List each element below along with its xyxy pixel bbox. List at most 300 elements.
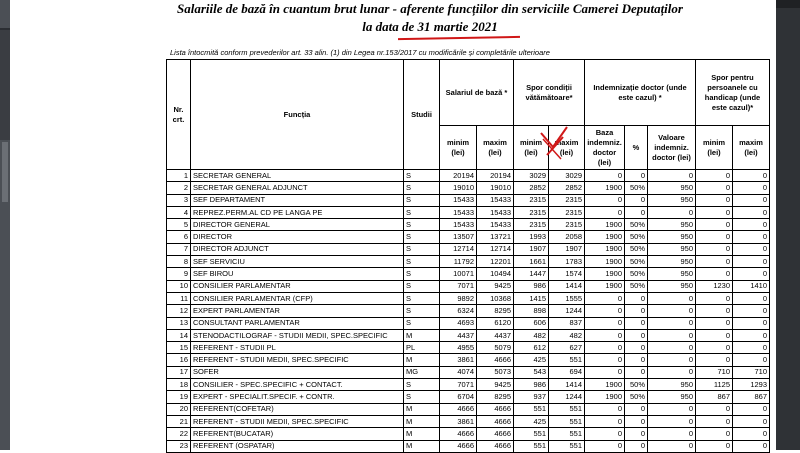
table-row: [167, 292, 770, 304]
value-cell: 950: [648, 256, 696, 268]
value-cell: 4693: [440, 317, 477, 329]
function-name: REFERENT - STUDII PL: [191, 342, 404, 354]
value-cell: 0: [696, 219, 733, 231]
value-cell: 0: [585, 170, 625, 182]
value-cell: 1907: [549, 243, 585, 255]
value-cell: 551: [549, 403, 585, 415]
row-number: 2: [167, 182, 191, 194]
value-cell: 0: [733, 170, 770, 182]
function-name: SECRETAR GENERAL: [191, 170, 404, 182]
value-cell: 0: [733, 243, 770, 255]
subheader-valoare: Valoare indemniz. doctor (lei): [648, 126, 696, 170]
value-cell: 0: [585, 354, 625, 366]
value-cell: 0: [696, 342, 733, 354]
subheader-handicap-maxim: maxim (lei): [733, 126, 770, 170]
value-cell: 627: [549, 342, 585, 354]
function-name: SEF SERVICIU: [191, 256, 404, 268]
value-cell: 1900: [585, 243, 625, 255]
value-cell: 1900: [585, 280, 625, 292]
value-cell: 1900: [585, 391, 625, 403]
value-cell: 2058: [549, 231, 585, 243]
value-cell: 0: [696, 194, 733, 206]
value-cell: 3029: [514, 170, 549, 182]
row-number: 5: [167, 219, 191, 231]
value-cell: 1293: [733, 379, 770, 391]
value-cell: 4437: [477, 329, 514, 341]
value-cell: 4666: [477, 354, 514, 366]
value-cell: 898: [514, 305, 549, 317]
row-number: 21: [167, 415, 191, 427]
value-cell: 4666: [440, 440, 477, 452]
salary-table: [166, 59, 770, 453]
value-cell: 0: [733, 182, 770, 194]
table-row: [167, 354, 770, 366]
value-cell: 6324: [440, 305, 477, 317]
value-cell: 937: [514, 391, 549, 403]
value-cell: 0: [696, 182, 733, 194]
studies-cell: M: [404, 415, 440, 427]
value-cell: 0: [696, 170, 733, 182]
value-cell: 0: [733, 354, 770, 366]
studies-cell: S: [404, 317, 440, 329]
table-row: [167, 366, 770, 378]
function-name: REFERENT(COFETAR): [191, 403, 404, 415]
value-cell: 1907: [514, 243, 549, 255]
table-row: [167, 329, 770, 341]
table-row: [167, 170, 770, 182]
value-cell: 0: [648, 403, 696, 415]
studies-cell: S: [404, 305, 440, 317]
value-cell: 1244: [549, 305, 585, 317]
value-cell: 12201: [477, 256, 514, 268]
function-name: REFERENT - STUDII MEDII, SPEC.SPECIFIC: [191, 415, 404, 427]
row-number: 13: [167, 317, 191, 329]
row-number: 4: [167, 206, 191, 218]
page-thumbnail[interactable]: [0, 28, 10, 140]
value-cell: 50%: [625, 379, 648, 391]
studies-cell: S: [404, 182, 440, 194]
studies-cell: M: [404, 440, 440, 452]
value-cell: 2315: [549, 194, 585, 206]
value-cell: 19010: [477, 182, 514, 194]
table-row: [167, 379, 770, 391]
value-cell: 551: [549, 440, 585, 452]
row-number: 9: [167, 268, 191, 280]
value-cell: 1900: [585, 231, 625, 243]
value-cell: 3029: [549, 170, 585, 182]
subheader-handicap-minim: minim (lei): [696, 126, 733, 170]
value-cell: 1993: [514, 231, 549, 243]
function-name: EXPERT PARLAMENTAR: [191, 305, 404, 317]
value-cell: 0: [733, 292, 770, 304]
title-line-2: la data de 31 martie 2021: [362, 19, 498, 34]
function-name: CONSILIER - SPEC.SPECIFIC + CONTACT.: [191, 379, 404, 391]
row-number: 22: [167, 428, 191, 440]
studies-cell: S: [404, 243, 440, 255]
value-cell: 0: [625, 329, 648, 341]
value-cell: 950: [648, 280, 696, 292]
value-cell: 1415: [514, 292, 549, 304]
value-cell: 0: [648, 428, 696, 440]
value-cell: 11792: [440, 256, 477, 268]
value-cell: 0: [625, 415, 648, 427]
value-cell: 1900: [585, 268, 625, 280]
value-cell: 0: [585, 403, 625, 415]
value-cell: 543: [514, 366, 549, 378]
legal-note: Lista întocmită conform prevederilor art. 33 alin. (1) din Legea nr.153/2017 cu modificările și completările ulterioare: [170, 48, 550, 57]
value-cell: 50%: [625, 280, 648, 292]
subheader-salariu-minim: minim (lei): [440, 126, 477, 170]
value-cell: 4666: [440, 403, 477, 415]
value-cell: 0: [696, 268, 733, 280]
value-cell: 4666: [477, 415, 514, 427]
value-cell: 20194: [440, 170, 477, 182]
document-title: [120, 0, 740, 36]
value-cell: 0: [696, 415, 733, 427]
value-cell: 0: [625, 194, 648, 206]
value-cell: 0: [733, 342, 770, 354]
table-row: [167, 231, 770, 243]
value-cell: 2315: [549, 219, 585, 231]
value-cell: 0: [696, 206, 733, 218]
studies-cell: PL: [404, 342, 440, 354]
function-name: SEF BIROU: [191, 268, 404, 280]
value-cell: 50%: [625, 231, 648, 243]
table-row: [167, 280, 770, 292]
function-name: SOFER: [191, 366, 404, 378]
value-cell: 50%: [625, 256, 648, 268]
value-cell: 0: [625, 342, 648, 354]
right-panel-strip: [776, 0, 800, 8]
value-cell: 710: [733, 366, 770, 378]
value-cell: 1574: [549, 268, 585, 280]
row-number: 1: [167, 170, 191, 182]
value-cell: 0: [625, 366, 648, 378]
value-cell: 551: [514, 440, 549, 452]
subheader-salariu-maxim: maxim (lei): [477, 126, 514, 170]
function-name: REPREZ.PERM.AL CD PE LANGA PE: [191, 206, 404, 218]
value-cell: 1414: [549, 379, 585, 391]
value-cell: 0: [585, 342, 625, 354]
value-cell: 50%: [625, 243, 648, 255]
value-cell: 0: [696, 440, 733, 452]
row-number: 20: [167, 403, 191, 415]
value-cell: 950: [648, 391, 696, 403]
value-cell: 1900: [585, 219, 625, 231]
value-cell: 0: [648, 170, 696, 182]
row-number: 17: [167, 366, 191, 378]
value-cell: 867: [696, 391, 733, 403]
row-number: 3: [167, 194, 191, 206]
value-cell: 482: [549, 329, 585, 341]
studies-cell: S: [404, 292, 440, 304]
value-cell: 0: [733, 231, 770, 243]
table-row: [167, 403, 770, 415]
value-cell: 9425: [477, 379, 514, 391]
left-thumbnail-panel[interactable]: [0, 0, 10, 450]
value-cell: 0: [585, 305, 625, 317]
value-cell: 15433: [477, 206, 514, 218]
value-cell: 3861: [440, 354, 477, 366]
subheader-baza: Baza indemniz. doctor (lei): [585, 126, 625, 170]
subheader-spor-minim: minim (lei): [514, 126, 549, 170]
value-cell: 0: [648, 354, 696, 366]
table-row: [167, 391, 770, 403]
value-cell: 0: [696, 317, 733, 329]
value-cell: 1410: [733, 280, 770, 292]
value-cell: 50%: [625, 182, 648, 194]
value-cell: 4666: [477, 428, 514, 440]
value-cell: 0: [733, 317, 770, 329]
value-cell: 0: [648, 440, 696, 452]
value-cell: 950: [648, 194, 696, 206]
table-row: [167, 194, 770, 206]
header-handicap: Spor pentru persoanele cu handicap (unde este cazul)*: [696, 60, 770, 126]
value-cell: 0: [696, 231, 733, 243]
page-thumbnail[interactable]: [2, 142, 8, 202]
value-cell: 2852: [549, 182, 585, 194]
row-number: 6: [167, 231, 191, 243]
studies-cell: S: [404, 194, 440, 206]
value-cell: 5073: [477, 366, 514, 378]
studies-cell: M: [404, 428, 440, 440]
value-cell: 2315: [549, 206, 585, 218]
value-cell: 15433: [440, 194, 477, 206]
value-cell: 4074: [440, 366, 477, 378]
value-cell: 0: [733, 268, 770, 280]
value-cell: 1447: [514, 268, 549, 280]
value-cell: 0: [648, 292, 696, 304]
function-name: REFERENT(BUCATAR): [191, 428, 404, 440]
value-cell: 0: [733, 428, 770, 440]
studies-cell: S: [404, 268, 440, 280]
function-name: DIRECTOR ADJUNCT: [191, 243, 404, 255]
value-cell: 0: [733, 194, 770, 206]
studies-cell: S: [404, 256, 440, 268]
studies-cell: S: [404, 391, 440, 403]
value-cell: 8295: [477, 391, 514, 403]
value-cell: 10071: [440, 268, 477, 280]
value-cell: 1783: [549, 256, 585, 268]
value-cell: 12714: [477, 243, 514, 255]
value-cell: 551: [514, 403, 549, 415]
table-row: [167, 268, 770, 280]
value-cell: 0: [648, 342, 696, 354]
value-cell: 1555: [549, 292, 585, 304]
value-cell: 8295: [477, 305, 514, 317]
value-cell: 50%: [625, 268, 648, 280]
value-cell: 0: [733, 403, 770, 415]
value-cell: 606: [514, 317, 549, 329]
red-checkmark-annotation: [537, 125, 573, 161]
value-cell: 0: [733, 440, 770, 452]
value-cell: 950: [648, 243, 696, 255]
value-cell: 0: [625, 440, 648, 452]
table-row: [167, 305, 770, 317]
value-cell: 13507: [440, 231, 477, 243]
value-cell: 4666: [477, 403, 514, 415]
table-row: [167, 428, 770, 440]
table-row: [167, 317, 770, 329]
header-nr-crt: Nr. crt.: [167, 60, 191, 170]
studies-cell: S: [404, 280, 440, 292]
studies-cell: S: [404, 206, 440, 218]
value-cell: 0: [585, 292, 625, 304]
row-number: 8: [167, 256, 191, 268]
value-cell: 13721: [477, 231, 514, 243]
function-name: DIRECTOR GENERAL: [191, 219, 404, 231]
value-cell: 1900: [585, 379, 625, 391]
value-cell: 15433: [440, 206, 477, 218]
value-cell: 0: [696, 403, 733, 415]
value-cell: 2315: [514, 219, 549, 231]
value-cell: 950: [648, 219, 696, 231]
value-cell: 50%: [625, 391, 648, 403]
row-number: 11: [167, 292, 191, 304]
value-cell: 0: [625, 206, 648, 218]
function-name: SECRETAR GENERAL ADJUNCT: [191, 182, 404, 194]
header-indemnizatie: Indemnizație doctor (unde este cazul) *: [585, 60, 696, 126]
value-cell: 551: [549, 415, 585, 427]
value-cell: 950: [648, 268, 696, 280]
value-cell: 0: [625, 317, 648, 329]
value-cell: 0: [585, 317, 625, 329]
right-side-panel: [776, 0, 800, 450]
value-cell: 0: [733, 256, 770, 268]
value-cell: 0: [625, 170, 648, 182]
value-cell: 425: [514, 415, 549, 427]
studies-cell: S: [404, 170, 440, 182]
value-cell: 9892: [440, 292, 477, 304]
subheader-spor-maxim: maxim (lei): [549, 126, 585, 170]
value-cell: 867: [733, 391, 770, 403]
value-cell: 0: [585, 329, 625, 341]
value-cell: 0: [625, 354, 648, 366]
value-cell: 0: [648, 415, 696, 427]
value-cell: 694: [549, 366, 585, 378]
red-underline-annotation: [398, 36, 520, 40]
value-cell: 0: [625, 305, 648, 317]
value-cell: 837: [549, 317, 585, 329]
row-number: 18: [167, 379, 191, 391]
value-cell: 0: [733, 415, 770, 427]
table-row: [167, 243, 770, 255]
table-row: [167, 219, 770, 231]
value-cell: 0: [585, 194, 625, 206]
value-cell: 0: [625, 292, 648, 304]
function-name: DIRECTOR: [191, 231, 404, 243]
value-cell: 986: [514, 379, 549, 391]
value-cell: 7071: [440, 379, 477, 391]
value-cell: 1900: [585, 182, 625, 194]
value-cell: 1414: [549, 280, 585, 292]
studies-cell: S: [404, 219, 440, 231]
value-cell: 612: [514, 342, 549, 354]
value-cell: 10494: [477, 268, 514, 280]
value-cell: 0: [648, 206, 696, 218]
row-number: 14: [167, 329, 191, 341]
function-name: REFERENT - STUDII MEDII, SPEC.SPECIFIC: [191, 354, 404, 366]
value-cell: 0: [733, 219, 770, 231]
value-cell: 0: [585, 366, 625, 378]
function-name: REFERENT (OSPATAR): [191, 440, 404, 452]
function-name: CONSULTANT PARLAMENTAR: [191, 317, 404, 329]
header-functia: Funcția: [191, 60, 404, 170]
value-cell: 4666: [477, 440, 514, 452]
value-cell: 3861: [440, 415, 477, 427]
value-cell: 4955: [440, 342, 477, 354]
value-cell: 2852: [514, 182, 549, 194]
row-number: 15: [167, 342, 191, 354]
value-cell: 15433: [440, 219, 477, 231]
title-line-1: Salariile de bază în cuantum brut lunar - aferente funcțiilor din serviciile Camerei Deputaților: [177, 1, 683, 16]
value-cell: 986: [514, 280, 549, 292]
row-number: 19: [167, 391, 191, 403]
value-cell: 4666: [440, 428, 477, 440]
value-cell: 0: [585, 428, 625, 440]
value-cell: 0: [696, 256, 733, 268]
table-row: [167, 415, 770, 427]
value-cell: 551: [549, 428, 585, 440]
value-cell: 0: [733, 305, 770, 317]
value-cell: 0: [625, 403, 648, 415]
row-number: 10: [167, 280, 191, 292]
value-cell: 4437: [440, 329, 477, 341]
value-cell: 1244: [549, 391, 585, 403]
value-cell: 0: [696, 329, 733, 341]
header-salariu: Salariul de bază *: [440, 60, 514, 126]
studies-cell: M: [404, 329, 440, 341]
function-name: CONSILIER PARLAMENTAR (CFP): [191, 292, 404, 304]
value-cell: 1900: [585, 256, 625, 268]
table-row: [167, 342, 770, 354]
value-cell: 10368: [477, 292, 514, 304]
value-cell: 0: [696, 428, 733, 440]
value-cell: 1661: [514, 256, 549, 268]
value-cell: 950: [648, 231, 696, 243]
value-cell: 425: [514, 354, 549, 366]
table-row: [167, 206, 770, 218]
function-name: STENODACTILOGRAF - STUDII MEDII, SPEC.SPECIFIC: [191, 329, 404, 341]
row-number: 23: [167, 440, 191, 452]
value-cell: 0: [648, 366, 696, 378]
header-spor: Spor condiții vătămătoare*: [514, 60, 585, 126]
value-cell: 950: [648, 182, 696, 194]
value-cell: 1230: [696, 280, 733, 292]
row-number: 12: [167, 305, 191, 317]
value-cell: 551: [514, 428, 549, 440]
subheader-procent: %: [625, 126, 648, 170]
value-cell: 0: [696, 354, 733, 366]
value-cell: 0: [585, 440, 625, 452]
value-cell: 0: [696, 243, 733, 255]
studies-cell: M: [404, 354, 440, 366]
value-cell: 2315: [514, 194, 549, 206]
row-number: 7: [167, 243, 191, 255]
value-cell: 6704: [440, 391, 477, 403]
studies-cell: MG: [404, 366, 440, 378]
value-cell: 551: [549, 354, 585, 366]
value-cell: 0: [648, 329, 696, 341]
value-cell: 0: [585, 415, 625, 427]
table-row: [167, 182, 770, 194]
value-cell: 9425: [477, 280, 514, 292]
function-name: EXPERT - SPECIALIT.SPECIF. + CONTR.: [191, 391, 404, 403]
studies-cell: S: [404, 231, 440, 243]
table-row: [167, 440, 770, 452]
value-cell: 0: [733, 206, 770, 218]
value-cell: 7071: [440, 280, 477, 292]
